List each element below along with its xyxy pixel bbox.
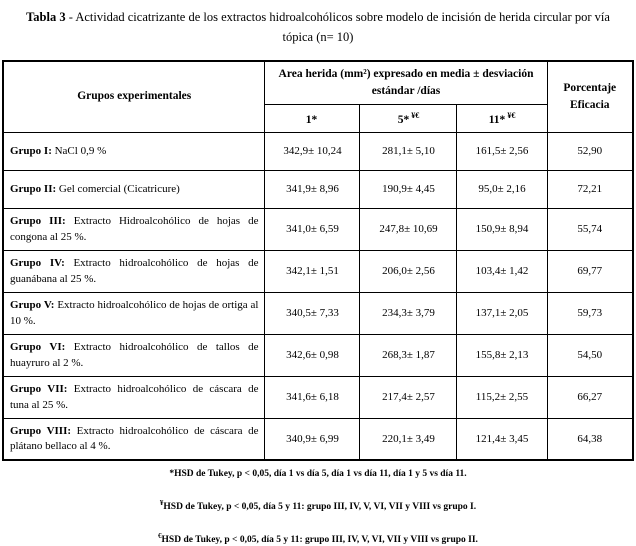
group-label-cell <box>3 132 265 170</box>
column-header-grupos: Grupos experimentales <box>3 61 265 132</box>
results-table <box>2 60 634 461</box>
eficacia-value: 72,21 <box>547 170 633 208</box>
table-caption-separator: - <box>65 10 76 24</box>
eficacia-value: 69,77 <box>547 250 633 292</box>
group-label-cell <box>3 250 265 292</box>
group-desc: Extracto Hidroalcohólico de hojas de congona al 25 %. <box>9 215 259 243</box>
table-row-grupo-3 <box>3 208 633 250</box>
group-name: Grupo V: <box>9 299 55 311</box>
area-day5-value: 190,9± 4,45 <box>360 170 457 208</box>
footnote-marker-asterisk: * <box>169 469 175 479</box>
group-label-cell <box>3 334 265 376</box>
group-name: Grupo VII: <box>9 383 68 395</box>
area-day11-value: 95,0± 2,16 <box>457 170 547 208</box>
group-desc: Extracto hidroalcohólico de hojas de guanábana al 25 %. <box>9 257 259 285</box>
day-11-label: 11* <box>488 113 506 126</box>
area-day11-value: 150,9± 8,94 <box>457 208 547 250</box>
eficacia-value: 66,27 <box>547 376 633 418</box>
table-row-grupo-1 <box>3 132 633 170</box>
group-name: Grupo VIII: <box>9 424 72 437</box>
area-day5-value: 268,3± 1,87 <box>360 334 457 376</box>
group-name: Grupo VI: <box>9 341 66 353</box>
day-11-symbols: ¥€ <box>507 111 516 121</box>
area-day5-value: 281,1± 5,10 <box>360 132 457 170</box>
area-day5-value: 247,8± 10,69 <box>360 208 457 250</box>
area-day5-value: 234,3± 3,79 <box>360 292 457 334</box>
footnote-tukey-vs-grupo-1 <box>0 497 636 513</box>
column-header-area-herida: Area herida (mm²) expresado en media ± desviación estándar /días <box>265 61 547 104</box>
area-day1-value: 341,9± 8,96 <box>265 170 360 208</box>
area-day11-value: 103,4± 1,42 <box>457 250 547 292</box>
area-day1-value: 340,5± 7,33 <box>265 292 360 334</box>
table-row-grupo-6 <box>3 334 633 376</box>
group-label-cell <box>3 170 265 208</box>
footnote-text: HSD de Tukey, p < 0,05, día 5 y 11: grupo III, IV, V, VI, VII y VIII vs grupo I. <box>163 502 477 513</box>
day-1-label: 1* <box>305 113 318 126</box>
table-row-grupo-7 <box>3 376 633 418</box>
column-header-day-1 <box>265 104 360 132</box>
column-header-day-5 <box>360 104 457 132</box>
group-desc: Gel comercial (Cicatricure) <box>58 182 180 195</box>
table-row-grupo-8 <box>3 418 633 460</box>
footnote-tukey-vs-grupo-2 <box>0 530 636 546</box>
footnote-marker-yen: ¥ <box>159 499 164 507</box>
area-day5-value: 220,1± 3,49 <box>360 418 457 460</box>
table-caption-text: Actividad cicatrizante de los extractos hidroalcohólicos sobre modelo de incisión de herida circular por vía tópica (n= 10) <box>75 10 610 44</box>
area-day11-value: 155,8± 2,13 <box>457 334 547 376</box>
group-name: Grupo IV: <box>9 257 65 269</box>
table-caption-label: Tabla 3 <box>26 10 66 24</box>
day-5-symbols: ¥€ <box>411 111 420 121</box>
eficacia-value: 55,74 <box>547 208 633 250</box>
group-label-cell <box>3 292 265 334</box>
table-row-grupo-5 <box>3 292 633 334</box>
group-desc: Extracto hidroalcohólico de cáscara de tuna al 25 %. <box>9 383 259 411</box>
group-name: Grupo III: <box>9 215 66 227</box>
eficacia-value: 52,90 <box>547 132 633 170</box>
area-day1-value: 342,1± 1,51 <box>265 250 360 292</box>
group-label-cell <box>3 418 265 460</box>
table-row-grupo-4 <box>3 250 633 292</box>
group-name: Grupo II: <box>9 182 57 195</box>
group-desc: Extracto hidroalcohólico de cáscara de plátano bellaco al 4 %. <box>9 424 259 453</box>
footnote-text: HSD de Tukey, p < 0,05, día 1 vs día 5, día 1 vs día 11, día 1 y 5 vs día 11. <box>174 469 467 479</box>
area-day1-value: 340,9± 6,99 <box>265 418 360 460</box>
group-desc: Extracto hidroalcohólico de hojas de ortiga al 10 %. <box>9 299 259 327</box>
eficacia-value: 59,73 <box>547 292 633 334</box>
area-day1-value: 342,6± 0,98 <box>265 334 360 376</box>
table-caption <box>0 0 636 47</box>
footnote-text: HSD de Tukey, p < 0,05, día 5 y 11: grupo III, IV, V, VI, VII y VIII vs grupo II. <box>161 535 478 546</box>
area-day11-value: 115,2± 2,55 <box>457 376 547 418</box>
column-header-day-11 <box>457 104 547 132</box>
group-name: Grupo I: <box>9 144 52 157</box>
footnote-marker-euro: € <box>158 532 162 541</box>
area-day1-value: 341,0± 6,59 <box>265 208 360 250</box>
area-day11-value: 161,5± 2,56 <box>457 132 547 170</box>
group-desc: NaCl 0,9 % <box>54 144 107 157</box>
group-label-cell <box>3 376 265 418</box>
area-day5-value: 206,0± 2,56 <box>360 250 457 292</box>
area-day5-value: 217,4± 2,57 <box>360 376 457 418</box>
area-day11-value: 121,4± 3,45 <box>457 418 547 460</box>
eficacia-value: 64,38 <box>547 418 633 460</box>
group-label-cell <box>3 208 265 250</box>
area-day1-value: 341,6± 6,18 <box>265 376 360 418</box>
group-desc: Extracto hidroalcohólico de tallos de huayruro al 2 %. <box>9 341 259 369</box>
column-header-porcentaje-eficacia: Porcentaje Eficacia <box>547 61 633 132</box>
header-row-main <box>3 61 633 104</box>
footnote-tukey-days <box>0 468 636 480</box>
eficacia-value: 54,50 <box>547 334 633 376</box>
table-row-grupo-2 <box>3 170 633 208</box>
area-day11-value: 137,1± 2,05 <box>457 292 547 334</box>
footnotes <box>0 468 636 546</box>
day-5-label: 5* <box>397 113 410 126</box>
area-day1-value: 342,9± 10,24 <box>265 132 360 170</box>
